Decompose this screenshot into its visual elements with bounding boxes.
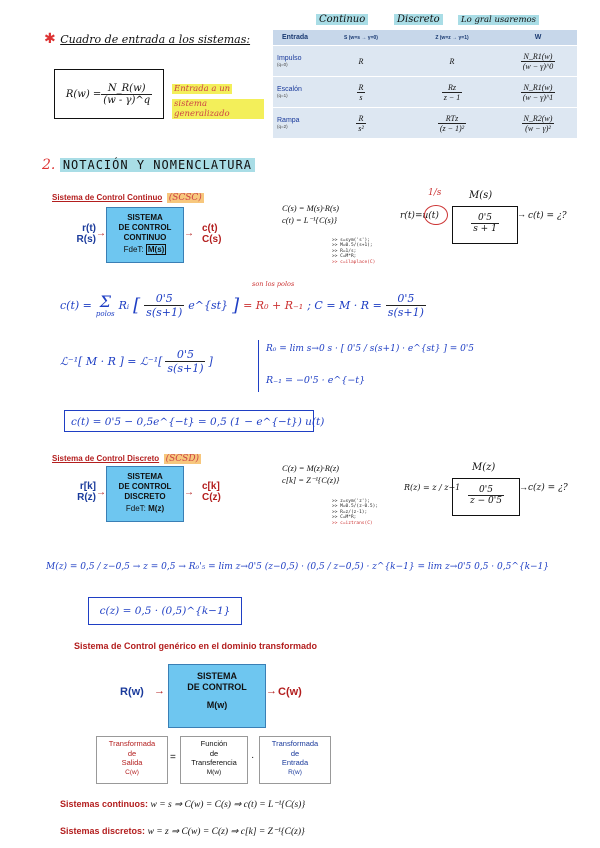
- cont-box-l1: SISTEMA: [127, 213, 163, 222]
- code-line: >> M=0.5/(s+1);: [332, 243, 373, 249]
- disc-hand-num: 0'5: [468, 485, 504, 496]
- formula-den: (w - γ)^q: [103, 94, 151, 106]
- code-line: >> c=ilaplace(C): [332, 259, 376, 265]
- cont-input-label: r(t): [82, 223, 96, 234]
- formula-num: N_R(w): [101, 83, 152, 95]
- sum-symbol: Σ: [99, 291, 111, 311]
- cell-s: R: [317, 46, 405, 77]
- disc-hand-out: c(z) = ¿?: [528, 483, 568, 493]
- disc-hand-box: [452, 478, 520, 516]
- cont-hand-den: s + 1: [473, 224, 497, 234]
- disc-input-t-label: R(z): [77, 492, 96, 503]
- gen-box-l3: M(w): [206, 700, 228, 710]
- t3-line: Transformada: [271, 739, 319, 748]
- disc-arrow-in: →: [96, 487, 106, 498]
- cell-z: R: [405, 46, 499, 77]
- input-table-grid: [273, 30, 577, 138]
- generalized-note: [172, 78, 264, 121]
- code-line: >> z=sym('z');: [332, 499, 370, 504]
- c-den: s(s+1): [387, 306, 424, 319]
- disc-eq2: c[k] = Z⁻¹{C(z)}: [282, 475, 340, 485]
- gen-arrow-out: →: [266, 685, 277, 697]
- note-line2: sistema generalizado: [172, 99, 264, 119]
- row-name: Impulso (q=0): [273, 46, 317, 77]
- col-s: S (w=s → γ=0): [317, 30, 405, 46]
- star-icon: ✱: [44, 30, 56, 46]
- top-title: [44, 30, 250, 48]
- cont-eq2: c(t) = L⁻¹{C(s)}: [282, 215, 337, 225]
- disc-hand-m: M(z): [472, 462, 496, 473]
- discrete-title-text: Sistema de Control Discreto: [52, 454, 160, 463]
- cont-fdet-label: FdeT:: [123, 245, 144, 254]
- cont-r1: R₋₁ = −0'5 · e^{−t}: [266, 375, 366, 386]
- generic-output: C(w): [278, 686, 302, 698]
- continuous-title: [52, 187, 204, 205]
- cont-result-box: c(t) = 0'5 − 0,5e^{−t} = 0,5 (1 − e^{−t}) u(t): [64, 410, 314, 432]
- sum-exp: e^{st}: [188, 299, 229, 312]
- cont-systems-label: Sistemas continuos:: [60, 799, 149, 809]
- disc-systems-line: [60, 826, 305, 837]
- discrete-title: [52, 448, 201, 466]
- tag-gral: Lo gral usaremos: [458, 15, 539, 25]
- sum-residue: Rᵢ: [118, 299, 130, 312]
- cont-hand-input: r(t)=u(t): [400, 211, 439, 221]
- cell-z: $\frac{Rz}{z - 1}$: [405, 77, 499, 108]
- disc-arrow-out: →: [184, 487, 194, 498]
- disc-systems-label: Sistemas discretos:: [60, 826, 146, 836]
- generic-system-box: [168, 664, 266, 728]
- t1-line: C(w): [125, 768, 139, 776]
- continuous-tag: (SCSC): [168, 193, 202, 203]
- disc-hand-input: R(z) = z / z−1: [404, 483, 461, 492]
- code-line: >> R=1/s;: [332, 248, 357, 254]
- disc-hand-arrow: →: [519, 482, 528, 492]
- disc-box-l2: DE CONTROL: [118, 482, 172, 491]
- cont-hand-m: M(s): [469, 190, 493, 201]
- disc-systems-eq: w = z ⇒ C(w) = C(z) ⇒ c[k] = Z⁻¹{C(z)}: [147, 827, 305, 837]
- row-name: Rampa (q=2): [273, 108, 317, 139]
- code-line: >> C=M*R;: [332, 515, 357, 521]
- code-line: >> C=M*R;: [332, 254, 357, 260]
- cont-input-t-label: R(s): [76, 234, 96, 245]
- t1-box: [96, 736, 168, 784]
- continuous-title-text: Sistema de Control Continuo: [52, 193, 163, 202]
- table-row: [273, 46, 577, 77]
- cont-hand-ins: 1/s: [428, 188, 442, 198]
- t3-line: Entrada: [281, 758, 309, 767]
- t3-box: [259, 736, 331, 784]
- formula-frac: [101, 83, 152, 106]
- cell-s: $\frac{R}{\text{s²}}$: [317, 108, 405, 139]
- disc-fdet-value: M(z): [148, 504, 165, 513]
- poles-annotation: son los polos: [252, 280, 295, 288]
- sum-lhs: c(t) =: [60, 299, 92, 312]
- sum-eq: = R₀ + R₋₁: [243, 299, 304, 312]
- cont-hand-circle: [424, 205, 448, 225]
- inv-lhs: ℒ⁻¹[ M · R ] = ℒ⁻¹[: [60, 355, 163, 368]
- gen-box-l1: SISTEMA: [196, 671, 237, 681]
- t1-line: Salida: [121, 758, 143, 767]
- sum-den: s(s+1): [146, 306, 183, 319]
- eq-sign: =: [170, 752, 176, 763]
- discrete-tag: (SCSD): [165, 454, 200, 464]
- col-z: Z (w=z → γ=1): [405, 30, 499, 46]
- cont-sum-formula: c(t) = Σ polos Rᵢ [ $\frac{0'5}{s(s+1)}$ e^{st} ] = R₀ + R₋₁ ; C = M · R = $\frac{0'5}{s(s+1)}$: [60, 291, 424, 319]
- cell-w: $\frac{N\_R2(w)}{\text{(w − γ)²}}$: [499, 108, 577, 139]
- cont-eq1: C(s) = M(s)·R(s): [282, 203, 339, 213]
- col-w: W: [499, 30, 577, 46]
- sum-num: 0'5: [144, 292, 184, 306]
- disc-result-box: c(z) = 0,5 · (0,5)^{k−1}: [88, 597, 242, 625]
- top-tag-continuo: [316, 9, 374, 23]
- disc-output-label: c[k]: [202, 481, 220, 492]
- top-tag-gral: [458, 9, 539, 27]
- cell-z: $\frac{\text{RTz}}{\text{(z − 1)²}}$: [405, 108, 499, 139]
- formula-lhs: R(w) =: [65, 88, 102, 100]
- disc-fdet-label: FdeT:: [125, 504, 146, 513]
- t1-line: de: [127, 748, 137, 758]
- t2-box: [180, 736, 248, 784]
- disc-equations: [282, 462, 339, 486]
- code-line: >> c=iztrans(C): [332, 520, 373, 526]
- cont-arrow-in: →: [96, 228, 106, 239]
- disc-box-l3: DISCRETO: [124, 492, 166, 501]
- t2-line: Transferencia: [191, 758, 237, 767]
- cont-code: [332, 238, 375, 265]
- cont-hand-num: 0'5: [471, 213, 499, 224]
- code-line: >> M=0.5/(z-0.5);: [332, 504, 379, 510]
- disc-line: M(z) = 0,5 / z−0,5 → z = 0,5 → R₀'₅ = lim z→0'5 (z−0,5) · (0,5 / z−0,5) · z^{k−1} = lim z→0'5 0,5 · 0,5^{k−1}: [46, 562, 550, 572]
- formula-box: [54, 69, 164, 119]
- table-header-row: [273, 30, 577, 46]
- col-entrada: Entrada: [273, 30, 317, 46]
- t1-line: Transformada: [108, 739, 156, 748]
- c-eq: ; C = M · R =: [307, 299, 382, 312]
- t3-line: R(w): [288, 768, 302, 776]
- disc-eq1: C(z) = M(z)·R(z): [282, 463, 339, 473]
- discrete-input: [66, 481, 96, 503]
- cont-output-t-label: C(s): [202, 234, 222, 245]
- cont-equations: [282, 202, 339, 226]
- cell-w: $\frac{N\_R1(w)}{(w - \gamma)\^{}0}$: [499, 46, 577, 77]
- code-line: >> s=sym('s');: [332, 238, 370, 243]
- table-row: [273, 77, 577, 108]
- cont-systems-line: [60, 799, 305, 810]
- disc-box-l1: SISTEMA: [127, 472, 163, 481]
- row-name: Escalón (q=1): [273, 77, 317, 108]
- sum-subscript: polos: [95, 309, 115, 318]
- cell-w: $\frac{N\_R1(w)}{(w - \gamma)\^{}1}$: [499, 77, 577, 108]
- cont-fdet-value: M(s): [147, 245, 165, 254]
- section2-text: NOTACIÓN Y NOMENCLATURA: [60, 158, 255, 172]
- cont-hand-arrow: →: [517, 209, 526, 219]
- cont-output-label: c(t): [202, 223, 218, 234]
- gen-box-l2: DE CONTROL: [187, 682, 247, 692]
- discrete-system-box: [106, 466, 184, 522]
- residue-brace: [258, 340, 263, 392]
- cont-systems-eq: w = s ⇒ C(w) = C(s) ⇒ c(t) = L⁻¹{C(s)}: [150, 800, 306, 810]
- cont-box-l2: DE CONTROL: [118, 223, 172, 232]
- discrete-output: [202, 481, 221, 503]
- code-line: >> R=z/(z-1);: [332, 509, 368, 515]
- gen-arrow-in: →: [154, 685, 165, 697]
- t2-line: M(w): [206, 768, 222, 776]
- disc-hand-den: z − 0'5: [470, 496, 502, 506]
- cont-inverse: [60, 348, 213, 375]
- note-line1: Entrada a un: [174, 84, 231, 94]
- cont-r0: R₀ = lim s→0 s · [ 0'5 / s(s+1) · e^{st} ] = 0'5: [266, 344, 475, 354]
- t2-line: de: [209, 748, 219, 758]
- c-num: 0'5: [386, 292, 426, 306]
- generic-input: R(w): [120, 686, 144, 698]
- section2-title: [42, 156, 255, 174]
- continuous-output: [202, 223, 221, 245]
- continuous-system-box: [106, 207, 184, 263]
- cont-arrow-out: →: [184, 228, 194, 239]
- inv-num: 0'5: [165, 348, 205, 362]
- t3-line: de: [290, 748, 300, 758]
- t2-line: Función: [200, 739, 228, 748]
- cont-hand-box: [452, 206, 518, 244]
- disc-output-t-label: C(z): [202, 492, 221, 503]
- tag-discreto: Discreto: [394, 14, 443, 25]
- input-table: [273, 30, 577, 138]
- inv-den: s(s+1): [167, 362, 204, 375]
- continuous-input: [66, 223, 96, 245]
- inv-end: ]: [208, 355, 213, 368]
- disc-code: [332, 499, 378, 526]
- cell-s: $\frac{R}{s}$: [317, 77, 405, 108]
- cont-hand-out: c(t) = ¿?: [528, 211, 567, 221]
- generic-title: Sistema de Control genérico en el dominio transformado: [74, 641, 318, 651]
- top-title-text: Cuadro de entrada a los sistemas:: [60, 33, 251, 46]
- disc-input-label: r[k]: [79, 481, 96, 492]
- table-row: [273, 108, 577, 139]
- dot-sign: ·: [251, 752, 255, 763]
- section2-number: 2.: [42, 157, 56, 173]
- tag-continuo: Continuo: [316, 14, 368, 25]
- top-tag-discreto: [394, 9, 443, 27]
- cont-box-l3: CONTINUO: [123, 233, 167, 242]
